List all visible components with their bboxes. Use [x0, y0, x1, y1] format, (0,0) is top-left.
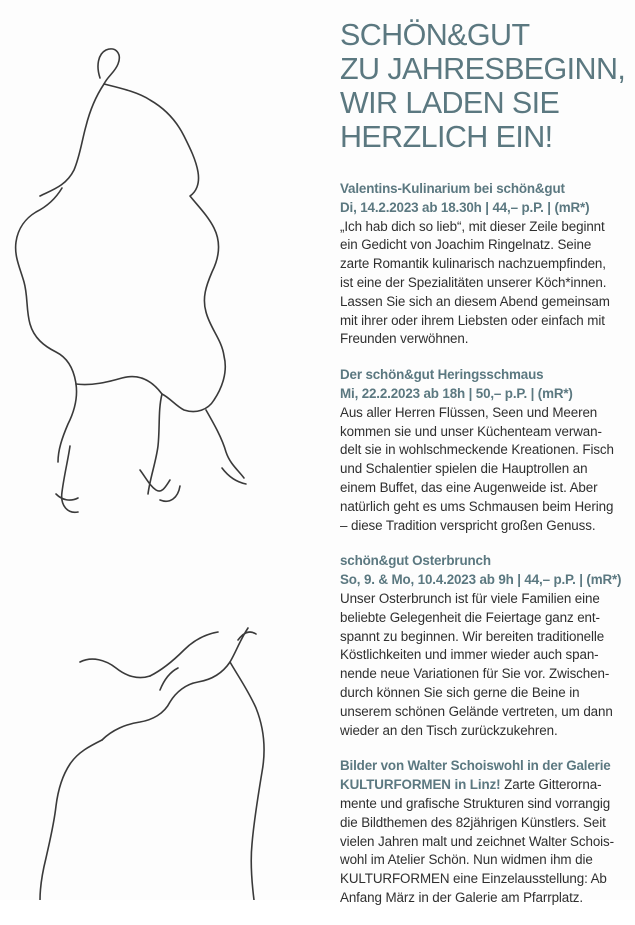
description-line: Unser Osterbrunch ist für viele Familien eine — [340, 590, 600, 606]
description-line: Köstlichkeiten und immer wieder auch span- — [340, 647, 599, 663]
event-date-price: Mi, 22.2.2023 ab 18h | 50,– p.P. | (mR*) — [340, 385, 573, 401]
description-line: Anfang März in der Galerie am Pfarrplatz. — [340, 889, 583, 905]
event-list — [340, 180, 627, 925]
description-line: „Ich hab dich so lieb“, mit dieser Zeile beginnt — [340, 218, 605, 234]
description-line: mente und grafische Strukturen sind vorrangig — [340, 795, 611, 811]
headline — [340, 18, 630, 154]
description-line: ein Gedicht von Joachim Ringelnatz. Seine — [340, 237, 592, 253]
description-line: Freunden verwöhnen. — [340, 331, 469, 347]
event-description — [340, 218, 627, 350]
event-title: schön&gut Osterbrunch — [340, 553, 491, 569]
description-line: kommen sie und unser Küchenteam verwan- — [340, 423, 602, 439]
event-date-price: So, 9. & Mo, 10.4.2023 ab 9h | 44,– p.P. | (mR*) — [340, 572, 622, 588]
event-description — [340, 776, 627, 908]
description-line: spannt zu beginnen. Wir bereiten traditionelle — [340, 628, 605, 644]
description-line: unserem schönen Gelände vertreten, um dann — [340, 703, 613, 719]
description-line: die Bildthemen des 82jährigen Künstlers. Seit — [340, 814, 606, 830]
event-heringsschmaus — [340, 366, 627, 535]
description-line: durch können Sie sich gerne die Beine in — [340, 684, 580, 700]
line-drawing-illustration — [0, 0, 300, 900]
description-line: wohl im Atelier Schön. Nun widmen ihm die — [340, 852, 593, 868]
event-valentins — [340, 180, 627, 349]
headline-line: HERZLICH EIN! — [340, 120, 553, 154]
description-line: mit ihrer oder ihrem Liebsten oder einfach mit — [340, 312, 605, 328]
event-title: Der schön&gut Heringsschmaus — [340, 367, 544, 383]
event-description — [340, 404, 627, 536]
description-line: zarte Romantik kulinarisch nachzuempfinden, — [340, 256, 606, 272]
description-line: Aus aller Herren Flüssen, Seen und Meeren — [340, 404, 598, 420]
description-line: KULTURFORMEN eine Einzelausstellung: Ab — [340, 871, 607, 887]
event-title: Valentins-Kulinarium bei schön&gut — [340, 181, 565, 196]
description-line: delt sie in wohlschmeckende Kreationen. Fisch — [340, 442, 614, 458]
description-line: beliebte Gelegenheit die Feiertage ganz ent- — [340, 609, 600, 625]
description-line: einem Buffet, das eine Augenweide ist. Aber — [340, 479, 598, 495]
description-text: Zarte Gitterorna- — [500, 777, 602, 793]
event-description — [340, 590, 627, 740]
description-line: natürlich geht es ums Schmausen beim Hering — [340, 498, 614, 514]
description-line: Lassen Sie sich an diesem Abend gemeinsam — [340, 293, 610, 309]
description-line — [340, 776, 627, 795]
event-gallery — [340, 757, 627, 907]
headline-line: SCHÖN&GUT — [340, 18, 530, 52]
event-date-price: Di, 14.2.2023 ab 18.30h | 44,– p.P. | (mR*) — [340, 199, 590, 215]
description-line: ist eine der Spezialitäten unserer Köch*innen. — [340, 274, 607, 290]
headline-line: ZU JAHRESBEGINN, — [340, 52, 626, 86]
description-line: vielen Jahren malt und zeichnet Walter Schois- — [340, 833, 615, 849]
gallery-title-inline: KULTURFORMEN in Linz! — [340, 777, 501, 793]
description-line: nende neue Variationen für Sie vor. Zwischen- — [340, 666, 610, 682]
event-title: Bilder von Walter Schoiswohl in der Galerie — [340, 758, 611, 774]
description-line: – diese Tradition verspricht großen Genuss. — [340, 517, 596, 533]
headline-line: WIR LADEN SIE — [340, 86, 560, 120]
event-osterbrunch — [340, 552, 627, 740]
description-line: wieder an den Tisch zurückzukehren. — [340, 722, 558, 738]
description-line: und Schalentier spielen die Hauptrollen an — [340, 461, 588, 477]
